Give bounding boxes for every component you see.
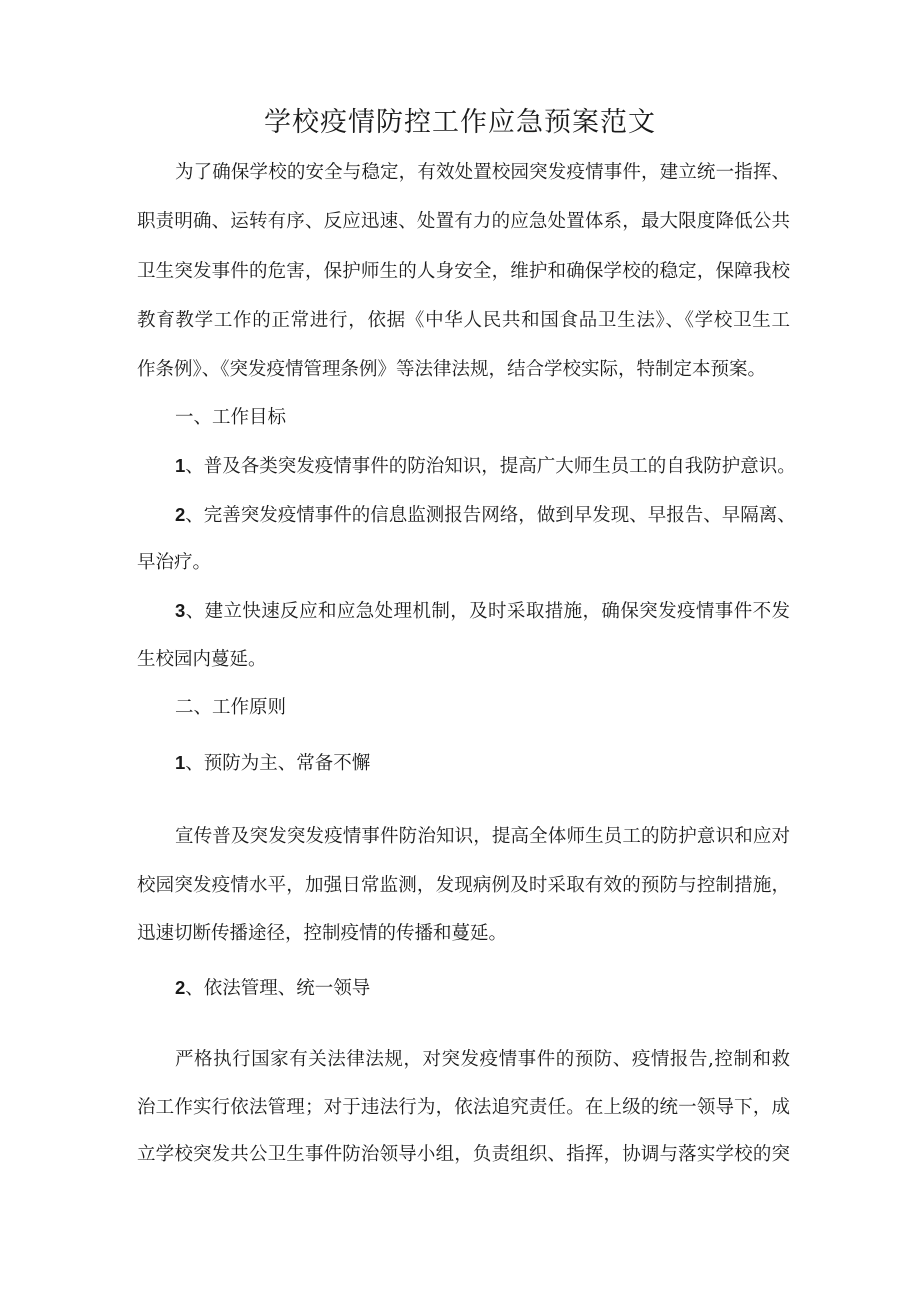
goal-number: 3 (175, 600, 186, 621)
principle-1-line-3: 迅速切断传播途径，控制疫情的传播和蔓延。 (137, 923, 508, 944)
document-title: 学校疫情防控工作应急预案范文 (264, 107, 656, 138)
intro-line-2: 职责明确、运转有序、反应迅速、处置有力的应急处置体系，最大限度降低公共 (137, 211, 790, 232)
principle-number: 2 (175, 977, 186, 998)
section-heading-principles: 二、工作原则 (175, 697, 287, 718)
principle-1-line-2: 校园突发疫情水平，加强日常监测，发现病例及时采取有效的预防与控制措施， (137, 875, 790, 896)
goal-item-3 (175, 598, 790, 625)
principle-heading-2 (175, 975, 370, 1002)
goal-item-3-continued: 生校园内蔓延。 (137, 649, 267, 670)
goal-item-2 (175, 502, 796, 529)
intro-line-1: 为了确保学校的安全与稳定，有效处置校园突发疫情事件，建立统一指挥、 (175, 162, 790, 183)
principle-heading-text: 、预防为主、常备不懈 (185, 753, 371, 774)
principle-number: 1 (175, 752, 186, 773)
goal-item-2-continued: 早治疗。 (137, 552, 212, 573)
goal-number: 1 (175, 455, 186, 476)
section-heading-goals: 一、工作目标 (175, 407, 287, 428)
intro-line-5: 作条例》、《突发疫情管理条例》等法律法规，结合学校实际，特制定本预案。 (137, 359, 767, 380)
principle-2-line-1: 严格执行国家有关法律法规，对突发疫情事件的预防、疫情报告,控制和救 (175, 1049, 790, 1070)
principle-heading-text: 、依法管理、统一领导 (185, 978, 371, 999)
principle-2-line-2: 治工作实行依法管理；对于违法行为，依法追究责任。在上级的统一领导下，成 (137, 1097, 790, 1118)
intro-line-4: 教育教学工作的正常进行，依据《中华人民共和国食品卫生法》、《学校卫生工 (137, 310, 790, 331)
goal-text: 、建立快速反应和应急处理机制，及时采取措施，确保突发疫情事件不发 (185, 601, 790, 622)
intro-line-3: 卫生突发事件的危害，保护师生的人身安全，维护和确保学校的稳定，保障我校 (137, 261, 790, 282)
principle-heading-1 (175, 750, 370, 777)
principle-2-line-3: 立学校突发共公卫生事件防治领导小组，负责组织、指挥，协调与落实学校的突 (137, 1144, 790, 1165)
goal-text: 、普及各类突发疫情事件的防治知识，提高广大师生员工的自我防护意识。 (185, 456, 796, 477)
goal-item-1 (175, 453, 796, 480)
goal-text: 、完善突发疫情事件的信息监测报告网络，做到早发现、早报告、早隔离、 (185, 505, 796, 526)
principle-1-line-1: 宣传普及突发突发疫情事件防治知识，提高全体师生员工的防护意识和应对 (175, 826, 790, 847)
goal-number: 2 (175, 504, 186, 525)
